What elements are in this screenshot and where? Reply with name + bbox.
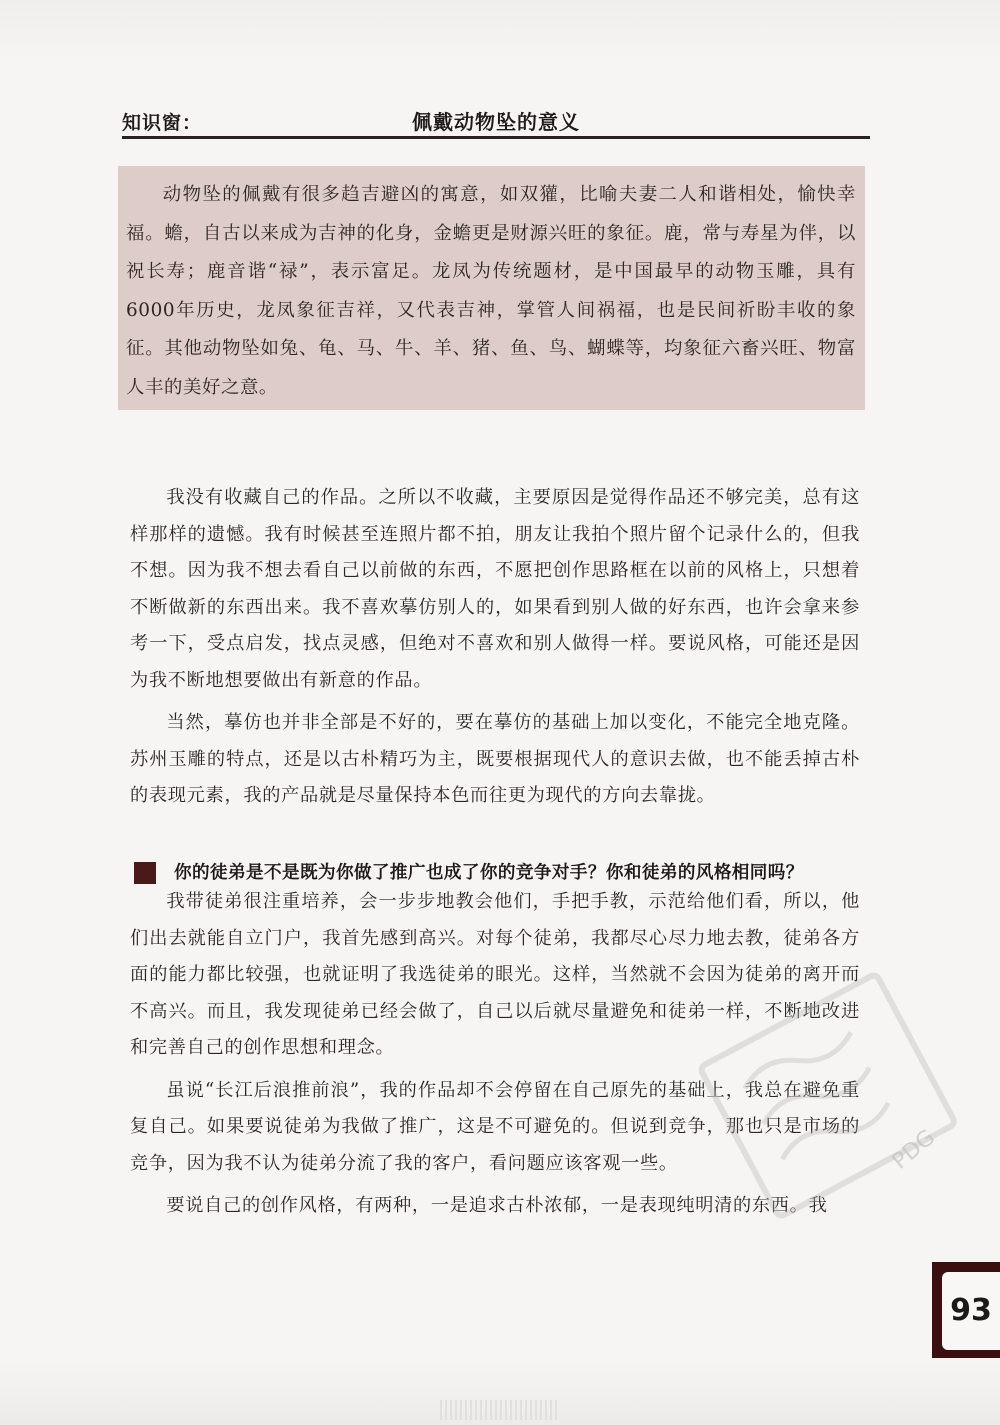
watermark-text: PDG bbox=[887, 1125, 941, 1175]
square-bullet-icon bbox=[134, 862, 156, 884]
header-title: 佩戴动物坠的意义 bbox=[412, 110, 580, 134]
info-box bbox=[118, 166, 865, 410]
info-box-text: 动物坠的佩戴有很多趋吉避凶的寓意，如双獾，比喻夫妻二人和谐相处，愉快幸福。蟾，自古以来成为吉神的化身，金蟾更是财源兴旺的象征。鹿，常与寿星为伴，以祝长寿；鹿音谐“禄”，表示富足。龙凤为传统题材，是中国最早的动物玉雕，具有6000年历史，龙凤象征吉祥，又代表吉神，掌管人间祸福，也是民间祈盼丰收的象征。其他动物坠如兔、龟、马、牛、羊、猪、鱼、鸟、蝴蝶等，均象征六畜兴旺、物富人丰的美好之意。 bbox=[126, 184, 856, 398]
page-number: 93 bbox=[942, 1272, 1000, 1350]
paragraph: 当然，摹仿也并非全部是不好的，要在摹仿的基础上加以变化，不能完全地克隆。苏州玉雕的特点，还是以古朴精巧为主，既要根据现代人的意识去做，也不能丢掉古朴的表现元素，我的产品就是尽量保持本色而往更为现代的方向去靠拢。 bbox=[130, 712, 860, 806]
paragraph: 我没有收藏自己的作品。之所以不收藏，主要原因是觉得作品还不够完美，总有这样那样的遗憾。我有时候甚至连照片都不拍，朋友让我拍个照片留个记录什么的，但我不想。因为我不想去看自己以前做的东西，不愿把创作思路框在以前的风格上，只想着不断做新的东西出来。我不喜欢摹仿别人的，如果看到别人做的好东西，也许会拿来参考一下，受点启发，找点灵感，但绝对不喜欢和别人做得一样。要说风格，可能还是因为我不断地想要做出有新意的作品。 bbox=[130, 487, 860, 691]
body-section-2 bbox=[130, 884, 860, 1225]
paragraph: 要说自己的创作风格，有两种，一是追求古朴浓郁，一是表现纯明清的东西。我 bbox=[166, 1195, 828, 1216]
header-rule bbox=[122, 136, 870, 139]
knowledge-window-header bbox=[122, 104, 870, 138]
question-text: 你的徒弟是不是既为你做了推广也成了你的竞争对手？你和徒弟的风格相同吗？ bbox=[174, 863, 804, 883]
page-number-tab bbox=[932, 1262, 1000, 1358]
header-label: 知识窗： bbox=[122, 112, 203, 134]
body-section-1 bbox=[130, 480, 860, 815]
paragraph: 虽说“长江后浪推前浪”，我的作品却不会停留在自己原先的基础上，我总在避免重复自己。如果要说徒弟为我做了推广，这是不可避免的。但说到竞争，那也只是市场的竞争，因为我不认为徒弟分流了我的客户，看问题应该客观一些。 bbox=[130, 1079, 860, 1174]
paragraph: 我带徒弟很注重培养，会一步步地教会他们，手把手教，示范给他们看，所以，他们出去就能自立门户，我首先感到高兴。对每个徒弟，我都尽心尽力地去教，徒弟各方面的能力都比较强，也就证明了我选徒弟的眼光。这样，当然就不会因为徒弟的离开而不高兴。而且，我发现徒弟已经会做了，自己以后就尽量避免和徒弟一样，不断地改进和完善自己的创作思想和理念。 bbox=[130, 891, 860, 1058]
scan-artifact bbox=[440, 1400, 560, 1420]
